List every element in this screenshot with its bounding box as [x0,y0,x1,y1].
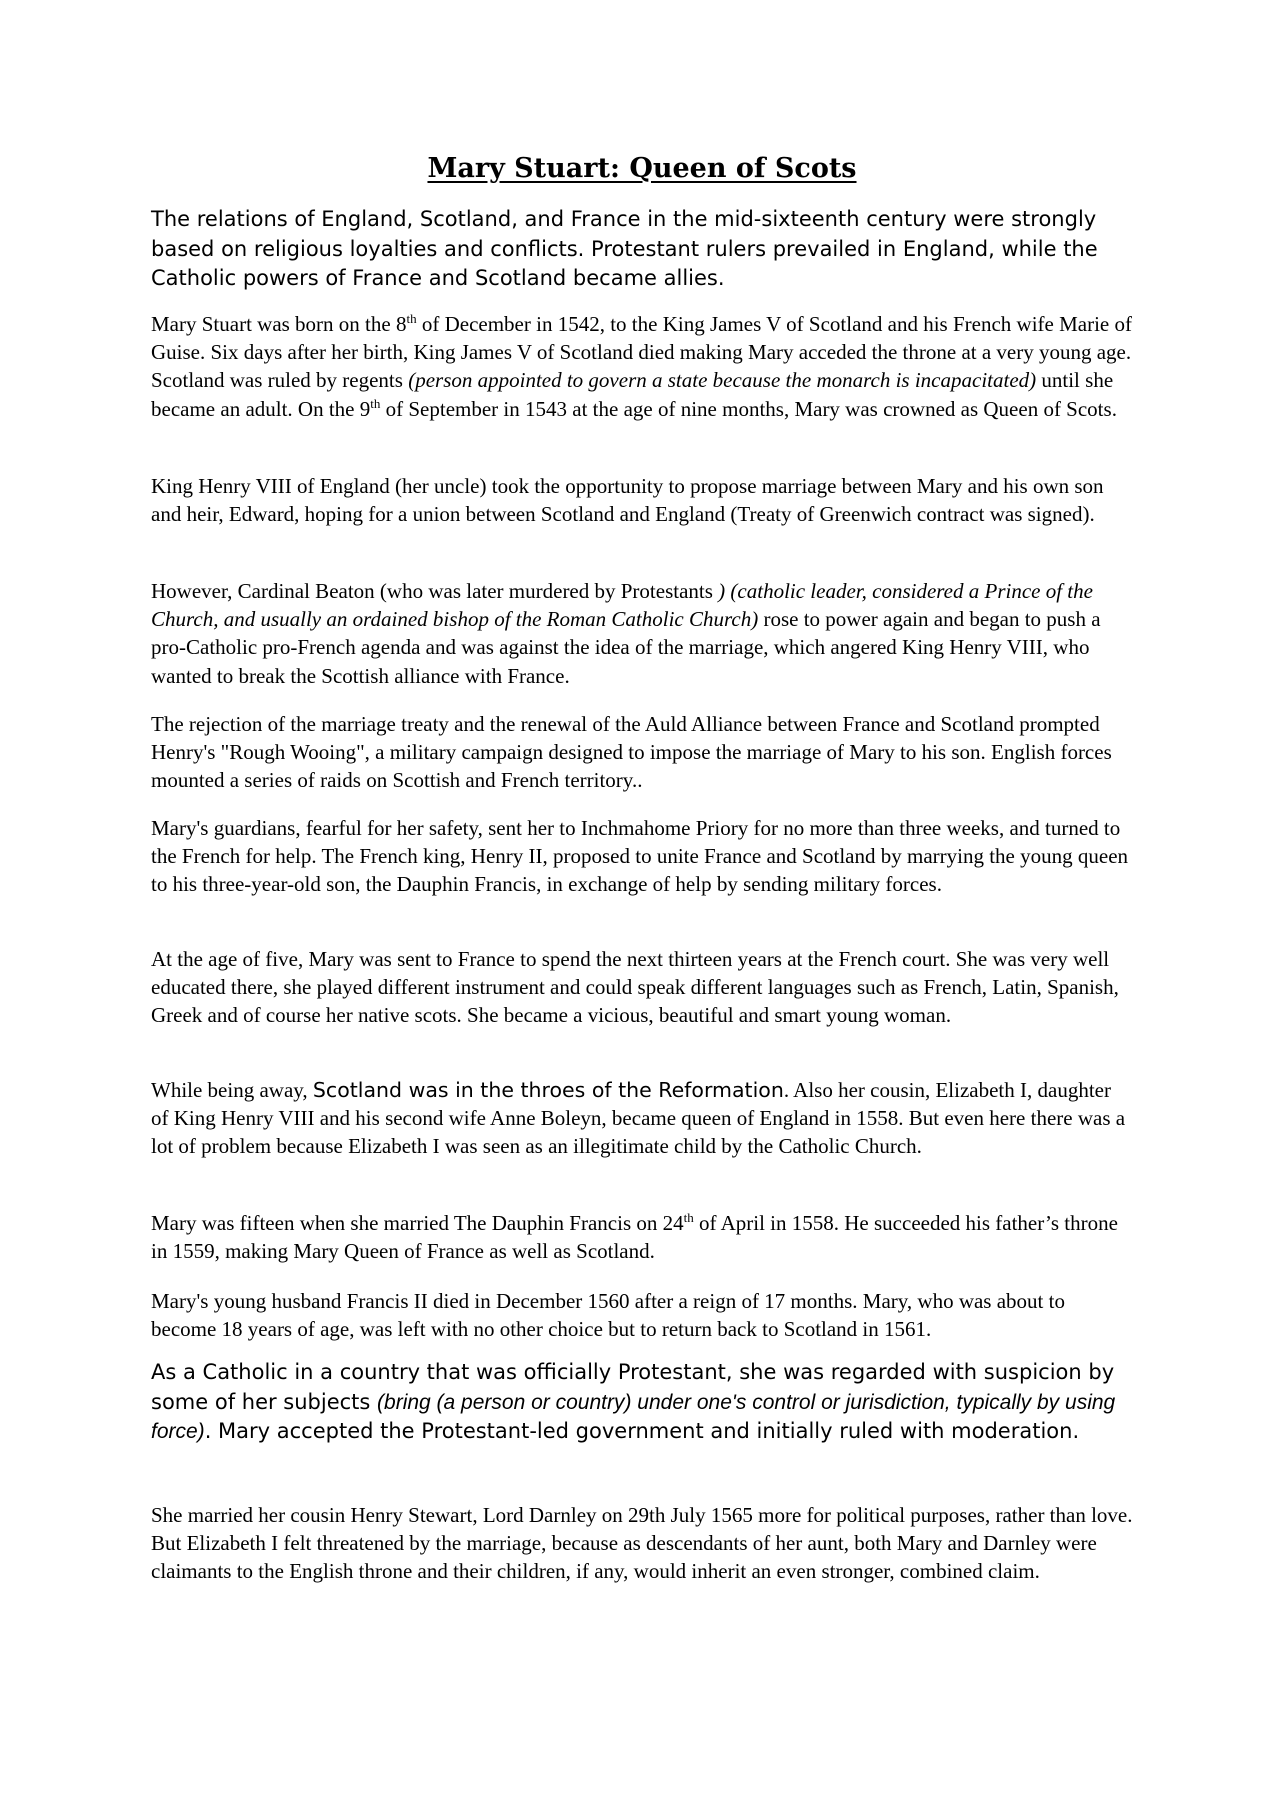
paragraph-france: At the age of five, Mary was sent to France to spend the next thirteen years at the French court. She was very well educated there, she played different instrument and could speak different languages such as French, Latin, Spanish, Greek and of course her native scots. She became a vicious, beautiful and smart young woman. [151,947,1119,1028]
paragraph-francis-death: Mary's young husband Francis II died in December 1560 after a reign of 17 months. Mary, who was about to become 18 years of age, was left with no other choice but to return back to Scotland in 1561. [151,1289,1065,1342]
document-title: Mary Stuart: Queen of Scots [427,153,857,184]
paragraph-cardinal-beaton: However, Cardinal Beaton (who was later murdered by Protestants ) (catholic leader, considered a Prince of the Church, and usually an ordained bishop of the Roman Catholic Church) rose to power again and began to push a pro-Catholic pro-French agenda and was against the idea of the marriage, which angered King Henry VIII, who wanted to break the Scottish alliance with France. [151,579,1101,688]
paragraph-henry-proposal: King Henry VIII of England (her uncle) took the opportunity to propose marriage between Mary and his own son and heir, Edward, hoping for a union between Scotland and England (Treaty of Greenwich contract was signed). [151,474,1104,527]
paragraph-marriage-francis: Mary was fifteen when she married The Dauphin Francis on 24th of April in 1558. He succeeded his father’s throne in 1559, making Mary Queen of France as well as Scotland. [151,1210,1118,1264]
intro-paragraph: The relations of England, Scotland, and France in the mid-sixteenth century were strongly based on religious loyalties and conflicts. Protestant rulers prevailed in England, while the Catholic powers of France and Scotland became allies. [151,207,1098,290]
paragraph-guardians: Mary's guardians, fearful for her safety, sent her to Inchmahome Priory for no more than three weeks, and turned to the French for help. The French king, Henry II, proposed to unite France and Scotland by marrying the young queen to his three-year-old son, the Dauphin Francis, in exchange of help by sending military forces. [151,816,1129,897]
paragraph-rough-wooing: The rejection of the marriage treaty and the renewal of the Auld Alliance between France and Scotland prompted Henry's "Rough Wooing", a military campaign designed to impose the marriage of Mary to his son. English forces mounted a series of raids on Scottish and French territory.. [151,712,1112,793]
paragraph-reformation: While being away, Scotland was in the throes of the Reformation. Also her cousin, Elizabeth I, daughter of King Henry VIII and his second wife Anne Boleyn, became queen of England in 1558. But even here there was a lot of problem because Elizabeth I was seen as an illegitimate child by the Catholic Church. [151,1078,1126,1159]
paragraph-darnley: She married her cousin Henry Stewart, Lord Darnley on 29th July 1565 more for political purposes, rather than love. But Elizabeth I felt threatened by the marriage, because as descendants of her aunt, both Mary and Darnley were claimants to the English throne and their children, if any, would inherit an even stronger, combined claim. [151,1503,1133,1584]
paragraph-catholic-suspicion: As a Catholic in a country that was officially Protestant, she was regarded with suspicion by some of her subjects (bring (a person or country) under one's control or jurisdiction, typically by using force). Mary accepted the Protestant-led government and initially ruled with moderation. [151,1360,1116,1443]
paragraph-birth: Mary Stuart was born on the 8th of December in 1542, to the King James V of Scotland and his French wife Marie of Guise. Six days after her birth, King James V of Scotland died making Mary acceded the throne at a very young age. Scotland was ruled by regents (person appointed to govern a state because the monarch is incapacitated) until she became an adult. On the 9th of September in 1543 at the age of nine months, Mary was crowned as Queen of Scots. [151,311,1132,421]
